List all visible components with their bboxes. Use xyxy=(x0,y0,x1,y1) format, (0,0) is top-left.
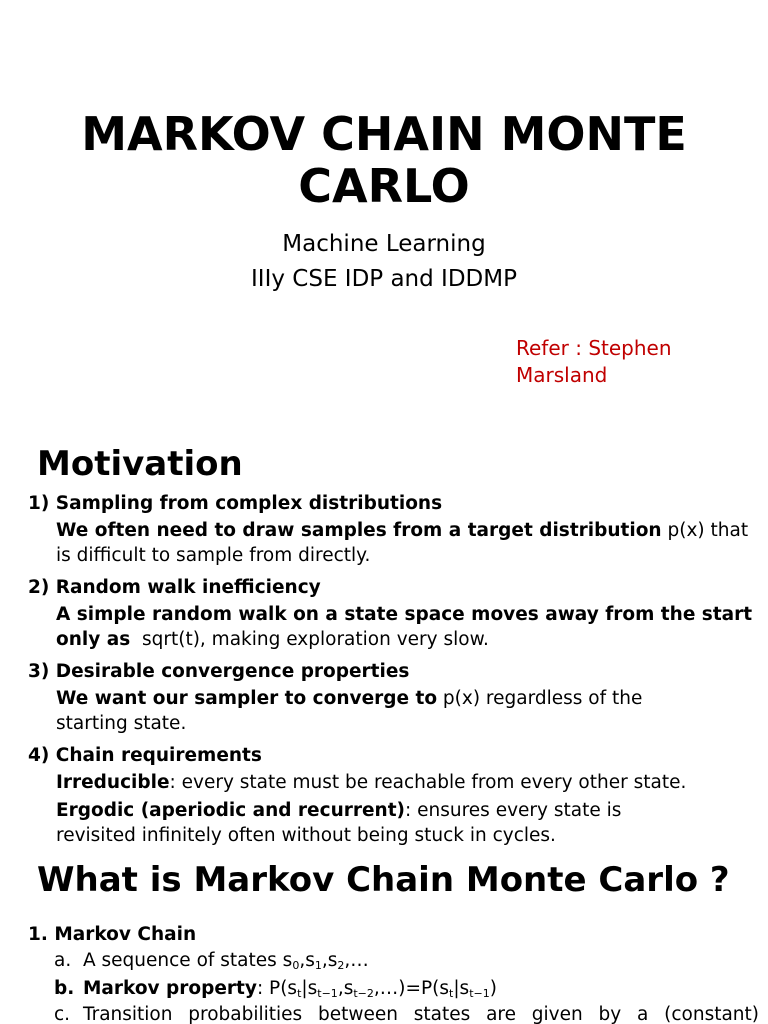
mcmc-heading: What is Markov Chain Monte Carlo ? xyxy=(37,860,730,900)
markov-chain-heading: 1. Markov Chain xyxy=(28,924,197,945)
ergodic-term: Ergodic (aperiodic and recurrent) xyxy=(56,800,406,821)
motivation-item-1-heading: 1) Sampling from complex distributions xyxy=(28,493,443,514)
markov-chain-point-a: a. A sequence of states $s_0,s_1,s_2,\dots$ xyxy=(54,950,369,972)
motivation-item-3-bold: We want our sampler to converge to xyxy=(56,688,438,709)
state-index-2: 2 xyxy=(337,959,345,972)
ergodic-definition: : ensures every state is revisited infinitely often without being stuck in cycles. xyxy=(56,800,622,846)
motivation-item-2-bold: A simple random walk on a state space moves away from the start only as xyxy=(56,604,753,650)
motivation-item-3-text: p(x) regardless of the starting state. xyxy=(56,688,643,734)
page-title: MARKOV CHAIN MONTE CARLO xyxy=(81,107,687,213)
point-c-marker: c. xyxy=(54,1004,71,1024)
state-index-0: 0 xyxy=(292,959,300,972)
irreducible-term: Irreducible xyxy=(56,772,170,793)
motivation-item-2-heading: 2) Random walk inefficiency xyxy=(28,577,321,598)
point-a-text: A sequence of states s xyxy=(83,950,293,971)
point-c-text: Transition probabilities between states are given by a (constant) xyxy=(83,1004,759,1024)
point-b-marker: b. xyxy=(54,978,75,999)
motivation-item-2-text: sqrt(t), making exploration very slow. xyxy=(141,628,489,650)
motivation-item-3-body xyxy=(56,687,696,736)
motivation-item-4-heading: 4) Chain requirements xyxy=(28,745,262,766)
motivation-item-1-body xyxy=(56,519,756,568)
motivation-item-4-line-2 xyxy=(56,799,696,848)
subtitle-course: Machine Learning xyxy=(282,231,486,257)
motivation-item-3-heading: 3) Desirable convergence properties xyxy=(28,661,410,682)
motivation-heading: Motivation xyxy=(37,444,243,484)
markov-property-term: Markov property xyxy=(83,978,257,999)
reference-note: Refer : Stephen Marsland xyxy=(516,336,672,387)
subtitle-class: IIIy CSE IDP and IDDMP xyxy=(251,266,517,292)
irreducible-definition: : every state must be reachable from every other state. xyxy=(169,772,687,793)
markov-chain-point-c xyxy=(54,1003,759,1024)
markov-chain-point-b: b. Markov property: $P(s_t|s_{t-1},s_{t-2},\dots)=P(s_t|s_{t-1})$ xyxy=(54,978,497,1000)
motivation-item-1-text: p(x) that is difficult to sample from directly. xyxy=(56,520,749,566)
motivation-item-1-bold: We often need to draw samples from a target distribution xyxy=(56,520,662,541)
motivation-item-2-body xyxy=(56,603,756,652)
point-a-marker: a. xyxy=(54,950,72,971)
motivation-item-4-line-1 xyxy=(56,771,756,796)
state-index-1: 1 xyxy=(314,959,322,972)
